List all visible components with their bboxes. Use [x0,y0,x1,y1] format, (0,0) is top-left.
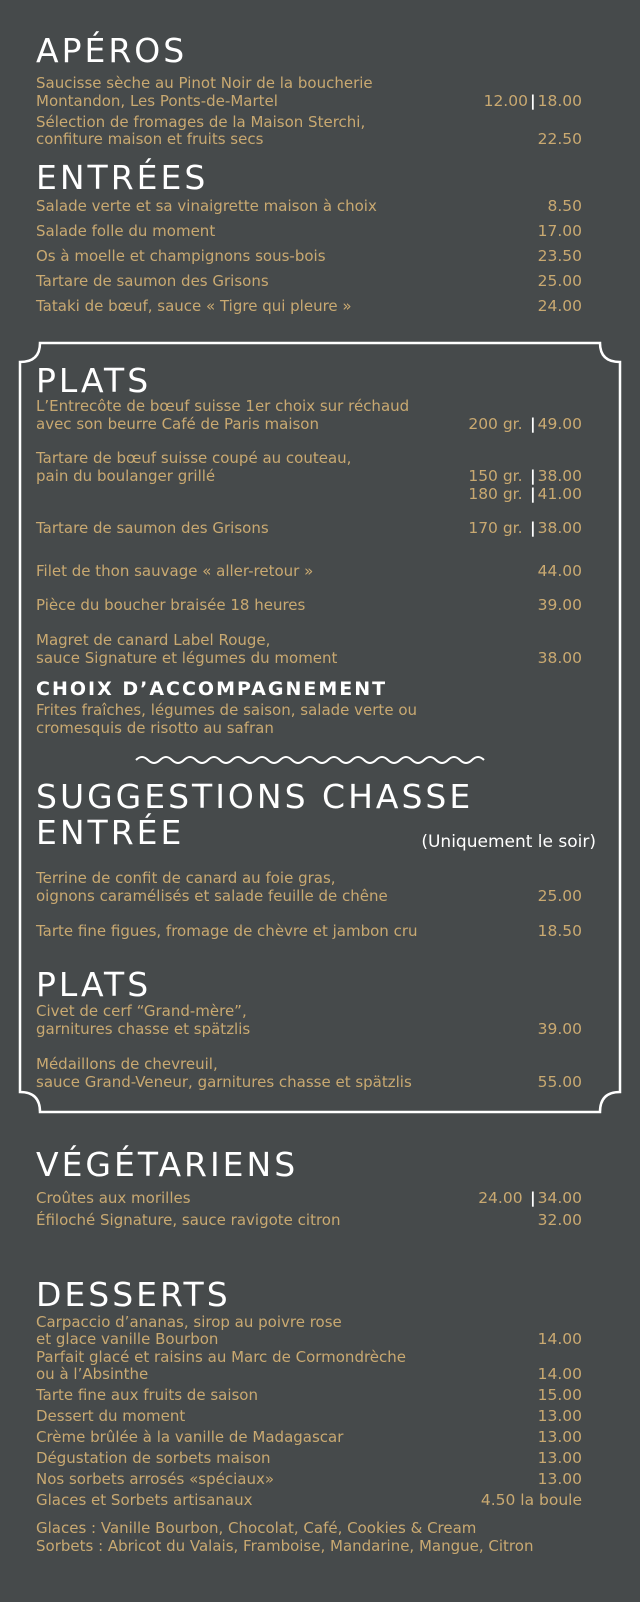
plats-item-6-line1: Magret de canard Label Rouge, [36,631,271,649]
chasse-plat-2-line2: sauce Grand-Veneur, garnitures chasse et spätzlis [36,1073,412,1091]
sorbets-list: Sorbets : Abricot du Valais, Framboise, Mandarine, Mangue, Citron [36,1537,534,1555]
plats-item-6-price: 38.00 [537,649,582,667]
entrees-item-5: Tataki de bœuf, sauce « Tigre qui pleure » [36,297,352,315]
desserts-item-1-price: 14.00 [537,1330,582,1348]
chasse-plat-2-price: 55.00 [537,1073,582,1091]
plats-item-1-line1: L’Entrecôte de bœuf suisse 1er choix sur réchaud [36,397,410,415]
plats-item-4: Filet de thon sauvage « aller-retour » [36,562,314,580]
desserts-item-8: Glaces et Sorbets artisanaux [36,1491,253,1509]
vegetariens-item-2: Éfiloché Signature, sauce ravigote citron [36,1211,341,1229]
entrees-item-1-price: 8.50 [547,197,582,215]
price-separator: | [529,92,536,110]
plats-item-6-line2: sauce Signature et légumes du moment [36,649,338,667]
vegetariens-item-1-price [478,1190,582,1207]
chasse-plats-title: PLATS [36,965,152,1004]
chasse-title-line1: SUGGESTIONS CHASSE [36,777,474,816]
desserts-item-2-price: 14.00 [537,1365,582,1383]
price-value: 49.00 [537,415,582,433]
desserts-item-5: Crème brûlée à la vanille de Madagascar [36,1428,344,1446]
plats-item-1-price [468,416,582,433]
plats-item-5-price: 39.00 [537,596,582,614]
price-separator: | [524,467,536,485]
vegetariens-item-1: Croûtes aux morilles [36,1189,191,1207]
price-value: 41.00 [537,485,582,503]
desserts-item-2-line2: ou à l’Absinthe [36,1365,149,1383]
desserts-item-3: Tarte fine aux fruits de saison [36,1386,258,1404]
accompagnement-title: CHOIX D’ACCOMPAGNEMENT [36,678,388,700]
plats-item-3: Tartare de saumon des Grisons [36,519,269,537]
desserts-item-4: Dessert du moment [36,1407,186,1425]
plats-item-4-price: 44.00 [537,562,582,580]
chasse-entree-2-price: 18.50 [537,922,582,940]
desserts-item-2-line1: Parfait glacé et raisins au Marc de Cormondrèche [36,1348,407,1366]
weight: 200 gr. [468,415,523,433]
plats-title: PLATS [36,361,152,400]
aperos-item-2-price: 22.50 [537,130,582,148]
aperos-title: APÉROS [36,31,188,70]
desserts-item-4-price: 13.00 [537,1407,582,1425]
desserts-item-7-price: 13.00 [537,1470,582,1488]
entrees-item-3-price: 23.50 [537,247,582,265]
accompagnement-line1: Frites fraîches, légumes de saison, salade verte ou [36,701,417,719]
desserts-item-6-price: 13.00 [537,1449,582,1467]
entrees-item-3: Os à moelle et champignons sous-bois [36,247,326,265]
vegetariens-item-2-price: 32.00 [537,1211,582,1229]
chasse-plat-1-line2: garnitures chasse et spätzlis [36,1020,251,1038]
accompagnement-line2: cromesquis de risotto au safran [36,719,274,737]
chasse-entree-1-line1: Terrine de confit de canard au foie gras, [36,869,336,887]
aperos-item-2-line2: confiture maison et fruits secs [36,130,264,148]
plats-item-2-price-a [468,468,582,485]
aperos-item-2-line1: Sélection de fromages de la Maison Sterchi, [36,113,366,131]
plats-item-2-price-b [468,486,582,503]
plats-item-5: Pièce du boucher braisée 18 heures [36,596,306,614]
chasse-plat-1-line1: Civet de cerf “Grand-mère”, [36,1002,247,1020]
entrees-item-2: Salade folle du moment [36,222,216,240]
desserts-item-7: Nos sorbets arrosés «spéciaux» [36,1470,275,1488]
chasse-plat-2-line1: Médaillons de chevreuil, [36,1055,218,1073]
entrees-item-1: Salade verte et sa vinaigrette maison à choix [36,197,377,215]
plats-item-3-price [468,520,582,537]
price-separator: | [524,415,536,433]
entrees-item-4: Tartare de saumon des Grisons [36,272,269,290]
desserts-item-8-price: 4.50 la boule [480,1491,582,1509]
weight: 180 gr. [468,485,523,503]
desserts-item-6: Dégustation de sorbets maison [36,1449,271,1467]
chasse-entree-1-price: 25.00 [537,887,582,905]
price-value: 38.00 [537,519,582,537]
glaces-list: Glaces : Vanille Bourbon, Chocolat, Café, Cookies & Cream [36,1519,477,1537]
desserts-item-1-line1: Carpaccio d’ananas, sirop au poivre rose [36,1313,342,1331]
price-small: 24.00 [478,1189,523,1207]
price-large: 18.00 [537,92,582,110]
chasse-entree-2: Tarte fine figues, fromage de chèvre et jambon cru [36,922,418,940]
chasse-plat-1-price: 39.00 [537,1020,582,1038]
vegetariens-title: VÉGÉTARIENS [36,1145,299,1184]
price-separator: | [524,1189,536,1207]
plats-item-2-line1: Tartare de bœuf suisse coupé au couteau, [36,449,352,467]
desserts-item-1-line2: et glace vanille Bourbon [36,1330,219,1348]
plats-item-1-line2: avec son beurre Café de Paris maison [36,415,319,433]
entrees-title: ENTRÉES [36,158,209,197]
entrees-item-4-price: 25.00 [537,272,582,290]
chasse-note: (Uniquement le soir) [421,832,596,852]
price-large: 34.00 [537,1189,582,1207]
price-small: 12.00 [483,92,528,110]
desserts-item-5-price: 13.00 [537,1428,582,1446]
weight: 170 gr. [468,519,523,537]
aperos-item-1-line1: Saucisse sèche au Pinot Noir de la boucherie [36,74,373,92]
chasse-entree-1-line2: oignons caramélisés et salade feuille de chêne [36,887,388,905]
price-separator: | [524,519,536,537]
entrees-item-5-price: 24.00 [537,297,582,315]
aperos-item-1-price [484,93,582,110]
price-value: 38.00 [537,467,582,485]
aperos-item-1-line2: Montandon, Les Ponts-de-Martel [36,92,278,110]
weight: 150 gr. [468,467,523,485]
price-separator: | [524,485,536,503]
entrees-item-2-price: 17.00 [537,222,582,240]
wavy-divider [136,757,484,763]
plats-item-2-line2: pain du boulanger grillé [36,467,216,485]
chasse-title-line2: ENTRÉE [36,813,185,852]
desserts-title: DESSERTS [36,1275,231,1314]
desserts-item-3-price: 15.00 [537,1386,582,1404]
